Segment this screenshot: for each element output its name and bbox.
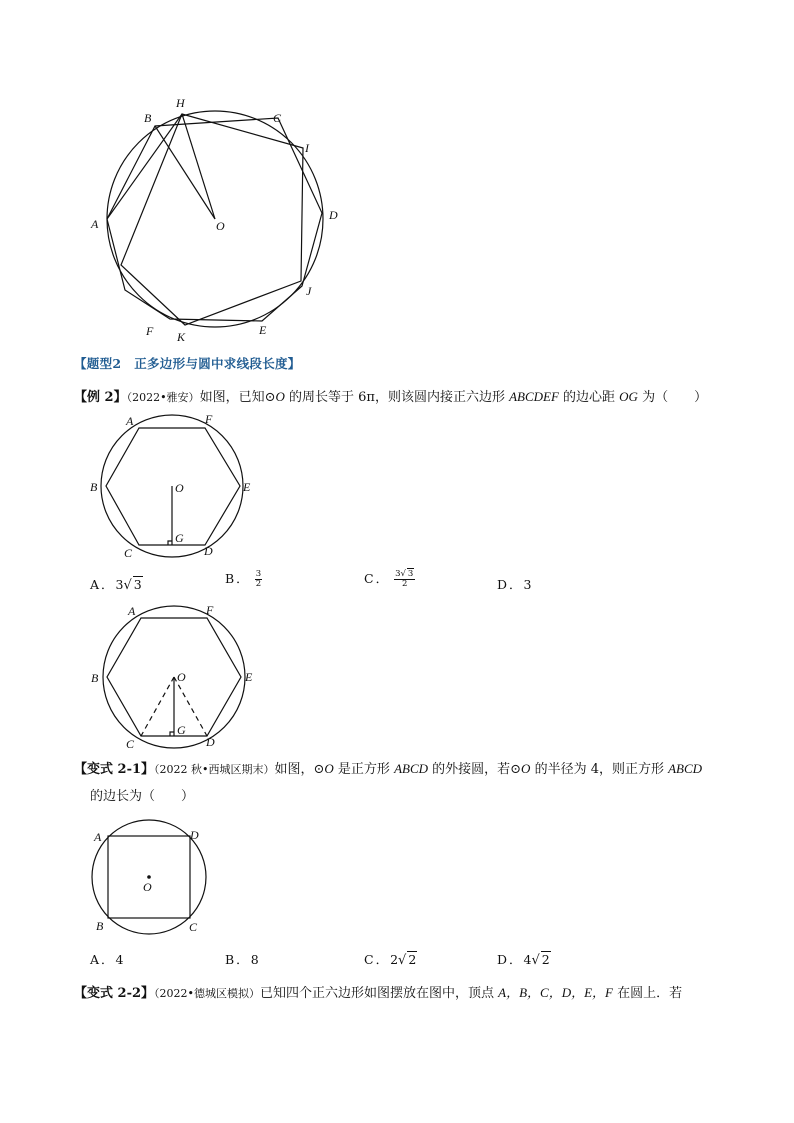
option-c-label: C． bbox=[364, 952, 391, 967]
label-C: C bbox=[273, 111, 282, 125]
example-2-tag: 【例 2】 bbox=[74, 390, 127, 405]
variant-2-2-source: （2022•德城区模拟） bbox=[154, 987, 260, 1000]
label-F: F bbox=[146, 324, 154, 338]
label-J: J bbox=[306, 284, 312, 298]
option-c-coef: 2 bbox=[390, 952, 399, 967]
label-H: H bbox=[176, 96, 185, 110]
segment-oh bbox=[182, 114, 215, 219]
label-O: O bbox=[175, 481, 184, 495]
example-2-question bbox=[74, 388, 707, 407]
label-F: F bbox=[205, 412, 213, 426]
option-a-radicand: 3 bbox=[133, 577, 142, 592]
option-b-fraction bbox=[255, 570, 262, 589]
label-A: A bbox=[126, 414, 134, 428]
option-b-denominator: 2 bbox=[255, 579, 262, 589]
option-c-denominator: 2 bbox=[402, 579, 408, 589]
label-G: G bbox=[177, 723, 186, 737]
variant-2-2-question bbox=[74, 984, 682, 1003]
option-c-numerator-coef: 3 bbox=[395, 569, 401, 579]
hexagon bbox=[106, 428, 240, 545]
variant-option-a[interactable] bbox=[90, 951, 123, 969]
label-B: B bbox=[144, 111, 152, 125]
variant-2-2-tag: 【变式 2-2】 bbox=[74, 986, 155, 1001]
option-d-coef: 4 bbox=[523, 952, 532, 967]
question-text: 的半径为 4，则正方形 bbox=[530, 762, 669, 777]
figure-4 bbox=[85, 820, 215, 940]
variant-2-1-source: （2022 秋•西城区期末） bbox=[154, 763, 275, 776]
circle-name: O bbox=[275, 389, 285, 404]
square-name: ABCD bbox=[668, 761, 703, 776]
label-F: F bbox=[206, 603, 214, 617]
option-b-label: B． bbox=[225, 952, 251, 967]
example-2-source: （2022•雅安） bbox=[126, 391, 200, 404]
label-E: E bbox=[259, 323, 267, 337]
question-text: 的外接圆，若⊙ bbox=[428, 762, 522, 777]
label-C: C bbox=[189, 920, 198, 934]
variant-option-c[interactable]: C．2√ 2 bbox=[364, 952, 417, 968]
option-c[interactable] bbox=[364, 570, 415, 589]
option-d-value: 3 bbox=[523, 577, 532, 592]
polygon-hijk bbox=[121, 114, 303, 325]
question-text: 的周长等于 6π，则该圆内接正六边形 bbox=[284, 390, 510, 405]
figure-3 bbox=[85, 600, 260, 755]
label-B: B bbox=[96, 919, 104, 933]
label-D: D bbox=[204, 544, 213, 558]
option-d[interactable] bbox=[497, 576, 531, 594]
option-a-coef: 3 bbox=[115, 577, 124, 592]
label-B: B bbox=[90, 480, 98, 494]
label-O: O bbox=[177, 670, 186, 684]
option-a[interactable]: A．3√ 3 bbox=[90, 577, 142, 593]
label-A: A bbox=[94, 830, 102, 844]
question-text: 如图，已知⊙ bbox=[199, 390, 276, 405]
variant-2-1-question bbox=[74, 760, 702, 779]
label-G: G bbox=[175, 531, 184, 545]
option-d-label: D． bbox=[497, 577, 524, 592]
polygon-name: ABCDEF bbox=[509, 389, 559, 404]
option-c-radicand: 2 bbox=[408, 952, 417, 967]
label-O: O bbox=[143, 880, 152, 894]
question-text: 为（ ） bbox=[637, 390, 708, 405]
circle-name: O bbox=[324, 761, 334, 776]
label-C: C bbox=[126, 737, 135, 751]
label-D: D bbox=[206, 735, 215, 749]
option-a-label: A． bbox=[90, 577, 116, 592]
segment-name: OG bbox=[619, 389, 638, 404]
option-a-value: 4 bbox=[115, 952, 124, 967]
figure-1-svg bbox=[80, 90, 360, 350]
question-text: 已知四个正六边形如图摆放在图中，顶点 bbox=[260, 986, 499, 1001]
figure-4-svg bbox=[85, 820, 215, 940]
variant-2-1-question-line-2: 的边长为（ ） bbox=[90, 789, 195, 804]
segment-ah bbox=[107, 114, 182, 219]
option-b-numerator: 3 bbox=[255, 569, 262, 579]
option-c-fraction: $\frac{3√ 3}{2}$ bbox=[395, 569, 414, 589]
vertex-names: A，B，C，D，E，F bbox=[498, 985, 613, 1000]
circle-name: O bbox=[521, 761, 531, 776]
variant-option-d[interactable]: D．4√ 2 bbox=[497, 952, 550, 968]
question-text: 是正方形 bbox=[333, 762, 395, 777]
option-b-label: B． bbox=[225, 571, 251, 586]
variant-2-1-tag: 【变式 2-1】 bbox=[74, 762, 155, 777]
label-D: D bbox=[329, 208, 338, 222]
center-point bbox=[147, 875, 151, 879]
option-b-value: 8 bbox=[250, 952, 259, 967]
figure-2-svg bbox=[85, 410, 260, 565]
label-B: B bbox=[91, 671, 99, 685]
variant-option-b[interactable] bbox=[225, 951, 259, 969]
square-name: ABCD bbox=[394, 761, 429, 776]
label-A: A bbox=[91, 217, 99, 231]
option-d-radicand: 2 bbox=[541, 952, 550, 967]
label-O: O bbox=[216, 219, 225, 233]
option-d-label: D． bbox=[497, 952, 524, 967]
label-D: D bbox=[190, 828, 199, 842]
figure-2 bbox=[85, 410, 260, 565]
segment-oc bbox=[141, 677, 174, 736]
section-heading: 【题型2 正多边形与圆中求线段长度】 bbox=[74, 356, 301, 371]
label-A: A bbox=[128, 604, 136, 618]
option-a-label: A． bbox=[90, 952, 116, 967]
question-text: 在圆上．若 bbox=[612, 986, 683, 1001]
option-c-numerator-radicand: 3 bbox=[407, 569, 414, 579]
figure-1 bbox=[80, 90, 360, 350]
label-K: K bbox=[177, 330, 186, 344]
option-b[interactable] bbox=[225, 570, 262, 589]
question-text: 如图，⊙ bbox=[274, 762, 325, 777]
label-E: E bbox=[245, 670, 253, 684]
figure-3-svg bbox=[85, 600, 260, 755]
label-C: C bbox=[124, 546, 133, 560]
label-E: E bbox=[243, 480, 251, 494]
label-I: I bbox=[305, 141, 309, 155]
question-text: 的边心距 bbox=[558, 390, 620, 405]
option-c-label: C． bbox=[364, 571, 391, 586]
